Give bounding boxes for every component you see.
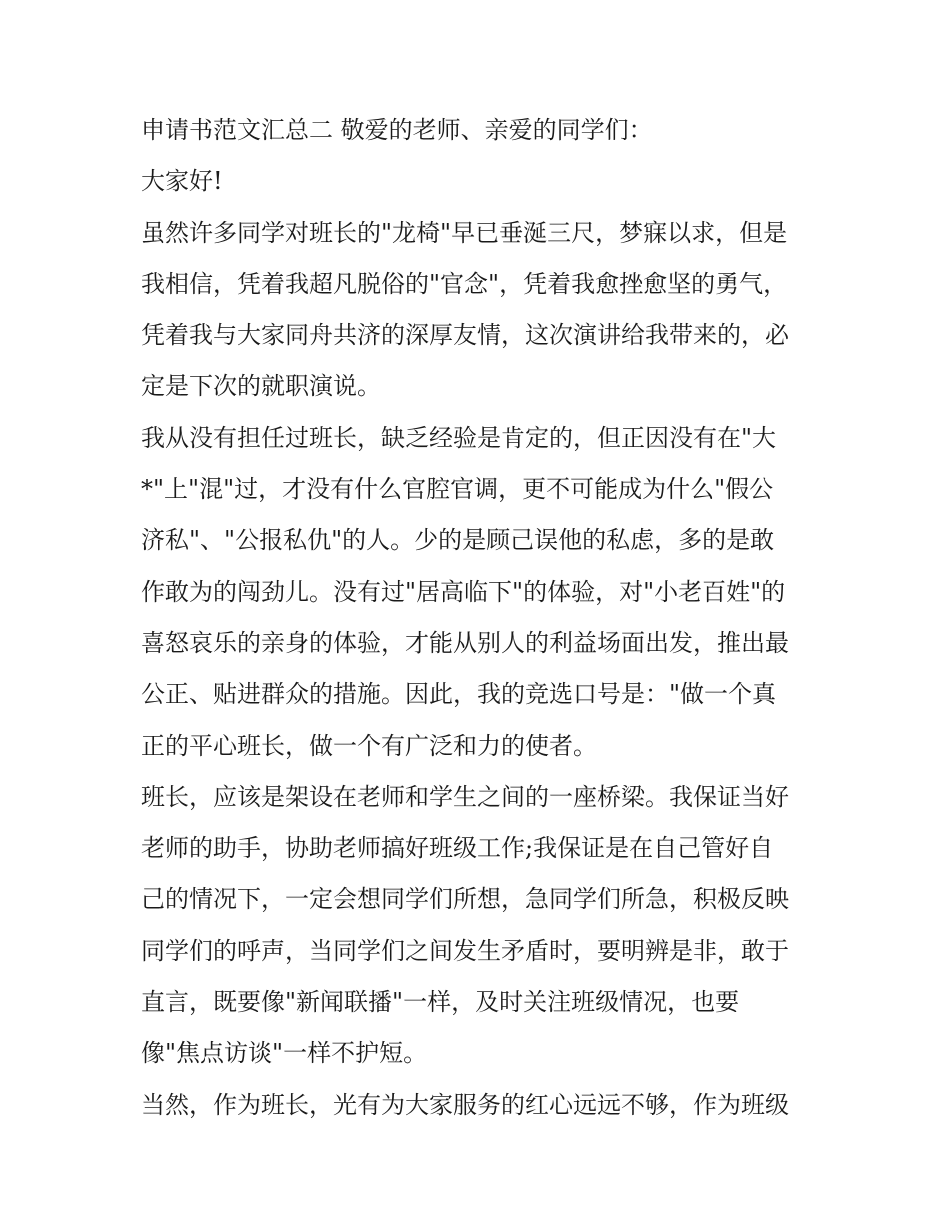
greeting-line: 大家好! <box>141 167 223 196</box>
text-line: 公正、贴进群众的措施。因此，我的竞选口号是："做一个真 <box>141 680 777 709</box>
text-line: 作敢为的闯劲儿。没有过"居高临下"的体验，对"小老百姓"的 <box>141 577 786 606</box>
text-line: 凭着我与大家同舟共济的深厚友情，这次演讲给我带来的，必 <box>141 321 789 350</box>
text-line: 虽然许多同学对班长的"龙椅"早已垂涎三尺，梦寐以求，但是 <box>141 218 788 247</box>
text-line: 同学们的呼声，当同学们之间发生矛盾时，要明辨是非，敢于 <box>141 936 789 965</box>
text-line: 我相信，凭着我超凡脱俗的"官念"，凭着我愈挫愈坚的勇气， <box>141 269 788 298</box>
text-line: 喜怒哀乐的亲身的体验，才能从别人的利益场面出发，推出最 <box>141 628 789 657</box>
text-line: 定是下次的就职演说。 <box>141 372 381 401</box>
text-line: *"上"混"过，才没有什么官腔官调，更不可能成为什么"假公 <box>141 475 774 504</box>
text-line: 直言，既要像"新闻联播"一样，及时关注班级情况，也要 <box>141 988 740 1017</box>
text-line: 老师的助手，协助老师搞好班级工作;我保证是在自己管好自 <box>141 834 774 863</box>
text-line: 班长，应该是架设在老师和学生之间的一座桥梁。我保证当好 <box>141 782 789 811</box>
text-line: 当然，作为班长，光有为大家服务的红心远远不够，作为班级 <box>141 1090 789 1119</box>
text-line: 我从没有担任过班长，缺乏经验是肯定的，但正因没有在"大 <box>141 423 777 452</box>
text-line: 正的平心班长，做一个有广泛和力的使者。 <box>141 731 597 760</box>
text-line: 像"焦点访谈"一样不护短。 <box>141 1039 428 1068</box>
text-line: 己的情况下，一定会想同学们所想，急同学们所急，积极反映 <box>141 885 789 914</box>
text-line: 济私"、"公报私仇"的人。少的是顾己误他的私虑，多的是敢 <box>141 526 775 555</box>
document-body <box>141 110 821 1136</box>
document-title-line: 申请书范文汇总二 敬爱的老师、亲爱的同学们： <box>141 116 653 144</box>
